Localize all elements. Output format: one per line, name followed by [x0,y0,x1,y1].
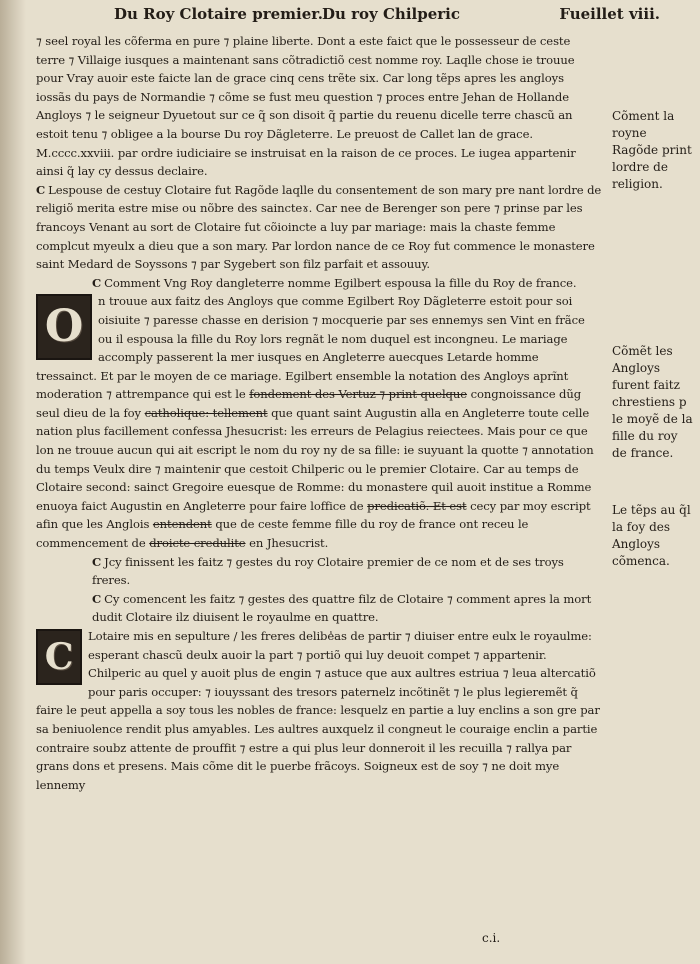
marginal-note-2: Cõmẽt les Angloys furent faitz chrestiens p le moyẽ de la fille du roy de france. [612,344,693,460]
paragraph-3-text-e: que de ceste femme fille du roy de france ont receu le commencement de [36,517,529,551]
folio-number: Fueillet viii. [559,5,660,23]
chapter-heading-2 [36,553,602,590]
chapter-heading-3-text: Cy comencent les faitz ⁊ gestes des quattre filz de Clotaire ⁊ comment apres la mort dudit Clotaire ilz diuisent le royaulme en quattre. [92,591,592,625]
paragraph-4-text: Lotaire mis en sepulture / les freres delibe̾as de partir ⁊ diuiser entre eulx le royaulme: esperant chascũ deulx auoir la part ⁊ portiõ qui luy deuoit compet ⁊ appartenir. Chilperic au quel y auoit plus de engin ⁊ astuce que aux aultres estriua ⁊ leua altercatiõ pour paris occuper: ⁊ iouyssant des tresors paternelz incõtinẽt ⁊ le plus legieremẽt q̃ faire le peut appella a soy tous les nobles de france: lesquelz en partie a luy enclins a son gre par sa beniuolence rendit plus amyables. Les aultres auxquelz il congneut le couraige enclin a partie contraire soubz attente de prouffit ⁊ estre a qui plus leur donneroit il les recuilla ⁊ rallya par grans dons et presens. Mais cõme dit le puerbe frãcoys. Soigneux est de soy ⁊ ne doit mye lennemy [36,629,600,792]
struck-text: fondement des Vertuz ⁊ print quelque [249,387,468,402]
struck-text: predicatiõ. Et est [367,498,467,513]
decorated-initial: C [36,629,82,685]
paragraph-1: ⁊ seel royal les cõferma en pure ⁊ plaine liberte. Dont a este faict que le possesseur de ceste terre ⁊ Villaige iusques a maintenant sans cõtradictiõ cest nomme roy. Laqlle chose ie trouue pour Vray auoir este faicte lan de grace cinq cens trẽte six. Car long tẽps apres les angloys iossãs du pays de Normandie ⁊ cõme se fust meu question ⁊ proces entre Jehan de Hollande Angloys ⁊ le seigneur Dyuetout sur ce q̃ son disoit q̃ partie du reuenu dicelle terre chascũ an estoit tenu ⁊ obligee a la bourse Du roy Dãgleterre. Le preuost de Callet lan de grace. M.cccc.xxviii. par ordre iudiciaire se instruisat en la raison de ce proces. Le iugea appartenir ainsi q̃ lay cy dessus declaire. [36,34,576,179]
paragraph-3-text-f: en Jhesucrist. [249,536,329,551]
pilcrow-mark: C [92,275,102,290]
chapter-heading-2-text: Jcy finissent les faitz ⁊ gestes du roy Clotaire premier de ce nom et de ses troys freres. [92,554,564,588]
paragraph-4 [36,627,602,794]
struck-text: catholique: tellement [144,405,268,420]
decorated-initial: O [36,294,92,360]
pilcrow-mark: C [92,554,102,569]
paragraph-3-text-d: cecy par moy escript afin que les Anglois [36,498,591,532]
paragraph-3-text-b: congnoissance dũg seul dieu de la foy [36,387,582,420]
paragraph-3 [36,292,602,552]
pilcrow-mark: C [92,591,102,606]
main-text-column [36,32,602,794]
header-left: Du Roy Clotaire premier. [114,5,323,23]
chapter-heading-1-text: Comment Vng Roy dangleterre nomme Egilbert espousa la fille du Roy de france. [104,275,577,290]
header-middle: Du roy Chilperic [322,5,460,23]
running-header [100,2,660,26]
pilcrow-mark: C [36,182,46,197]
marginal-note-3: Le tẽps au q̃l la foy des Angloys cõmenca. [612,503,691,568]
paragraph-2-text: Lespouse de cestuy Clotaire fut Ragõde laqlle du consentement de son mary pre nant lordre de religiõ merita estre mise ou nõbre des saincteɤ. Car nee de Berenger son pere ⁊ prinse par les francoys Venant au sort de Clotaire fut cõioincte a luy par mariage: mais la chaste femme complcut myeulx a dieu que a son mary. Par lordon nance de ce Roy fut commence le monastere saint Medard de Soyssons ⁊ par Sygebert son filz parfait et assouuy. [36,182,602,272]
page-shadow [0,0,26,964]
struck-text: droicte credulite [149,536,246,551]
paragraph-2 [36,181,602,274]
chapter-heading-3 [36,590,602,627]
marginal-note-1: Cõment la royne Ragõde print lordre de religion. [612,109,692,191]
paragraph-3-text: n trouue aux faitz des Angloys que comme Egilbert Roy Dãgleterre estoit pour soi oisiuite ⁊ paresse chasse en derision ⁊ mocquerie par ses ennemys sen Vint en frãce ou il espousa la fille du Roy lors regnãt le nom duquel est incongneu. Le mariage accomply passerent la mer iusques en Angleterre auecques Letarde homme tressainct. Et par le moyen de ce mariage. Egilbert ensemble la notation des Angloys aprĩnt moderation ⁊ attrempance qui est le [36,294,585,402]
struck-text: entendent [152,517,212,532]
chapter-heading-1 [36,274,602,293]
signature-mark: c.i. [482,931,501,945]
paragraph-3-text-c: que quant saint Augustin alla en Angleterre toute celle nation plus facillement confessa Jhesucrist: les erreurs de Pelagius reiectees. Mais pour ce que lon ne trouue aucun qui ait escript le nom du roy ny de sa fille: ie suyuant la quotte ⁊ annotation du temps Veulx dire ⁊ maintenir que cestoit Chilperic ou le premier Clotaire. Car au temps de Clotaire second: sainct Gregoire euesque de Romme: du monastere quil auoit institue a Romme enuoya faict Augustin en Angleterre pour faire loffice de [36,405,594,513]
